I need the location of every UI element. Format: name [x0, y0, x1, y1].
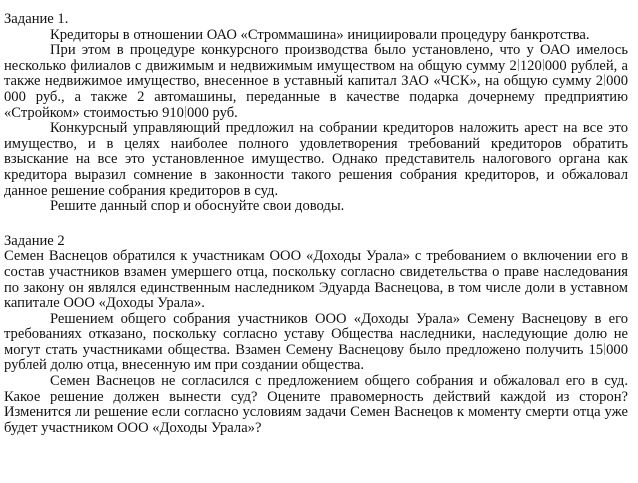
task1-title: Задание 1. [4, 11, 69, 27]
task1-p2-part-f: 000 руб. [186, 104, 238, 121]
task2-paragraph-3: Семен Васнецов не согласился с предложением общего собрания и обжаловал его в суд. Какое решение должен вынести суд? Оцените правомерность действий каждой из сторон? Изменится ли решение если согласно условиям задачи Семен Васнецов к моменту смерти отца уже будет участником ООО «Доходы Урала»? [4, 373, 628, 436]
task1-p2-part-c: 000 рублей, а также недвижимое имущество, внесенное в уставный капитал ЗАО «ЧСК», на общую сумму 2 [4, 57, 629, 90]
text-cursor-mark [604, 74, 605, 86]
task1-p2-part-e: 000 руб., а также 2 автомашины, переданные в качестве подарка дочернему предприятию «Стройком» стоимостью 910 [4, 88, 628, 121]
task1-paragraph-3: Конкурсный управляющий предложил на собрании кредиторов наложить арест на все это имущество, и в целях наиболее полного удовлетворения требований кредиторов обратить взыскание на все это установленное имущество. Однако представитель налогового органа как кредитора выразил сомнение в законности такого решения собрания кредиторов, и обжаловал данное решение собрания кредиторов в суд. [4, 120, 628, 199]
task1-paragraph-2 [4, 43, 628, 121]
task1-p2-part-d: 000 [606, 73, 628, 90]
task2-paragraph-2 [4, 312, 628, 374]
text-cursor-mark [543, 59, 544, 71]
text-cursor-mark [518, 59, 519, 71]
task1-paragraph-1: Кредиторы в отношении ОАО «Строммашина» инициировали процедуру банкротства. [50, 26, 590, 43]
page-edge [634, 0, 638, 483]
task2-p2-part-a: Решением общего собрания участников ООО «Доходы Урала» Семену Васнецову в его требованиях отказано, поскольку согласно уставу Общества наследники, наследующие долю не могут стать участниками общества. Взамен Семену Васнецову было предложено получить 15 [4, 310, 628, 358]
task1-p2-part-b: 120 [519, 57, 542, 74]
task2-paragraph-1: Семен Васнецов обратился к участникам ООО «Доходы Урала» с требованием о включении его в состав участников взамен умершего отца, поскольку согласно свидетельства о праве наследования по закону он являлся единственным наследником Эдуарда Васнецова, в том числе доли в уставном капитале ООО «Доходы Урала». [4, 248, 628, 312]
document-page [4, 12, 628, 436]
text-cursor-mark [604, 343, 605, 355]
text-cursor-mark [185, 106, 186, 118]
paragraph-gap [4, 215, 628, 234]
task2-p2-part-b: 000 рублей долю отца, внесенную им при создании общества. [4, 341, 628, 374]
task2-title: Задание 2 [4, 232, 65, 249]
task1-p2-part-a: При этом в процедуре конкурсного производства было установлено, что у ОАО имелось несколько филиалов с движимым и недвижимым имуществом на общую сумму 2 [4, 42, 628, 74]
task1-paragraph-4: Решите данный спор и обоснуйте свои доводы. [50, 198, 345, 215]
